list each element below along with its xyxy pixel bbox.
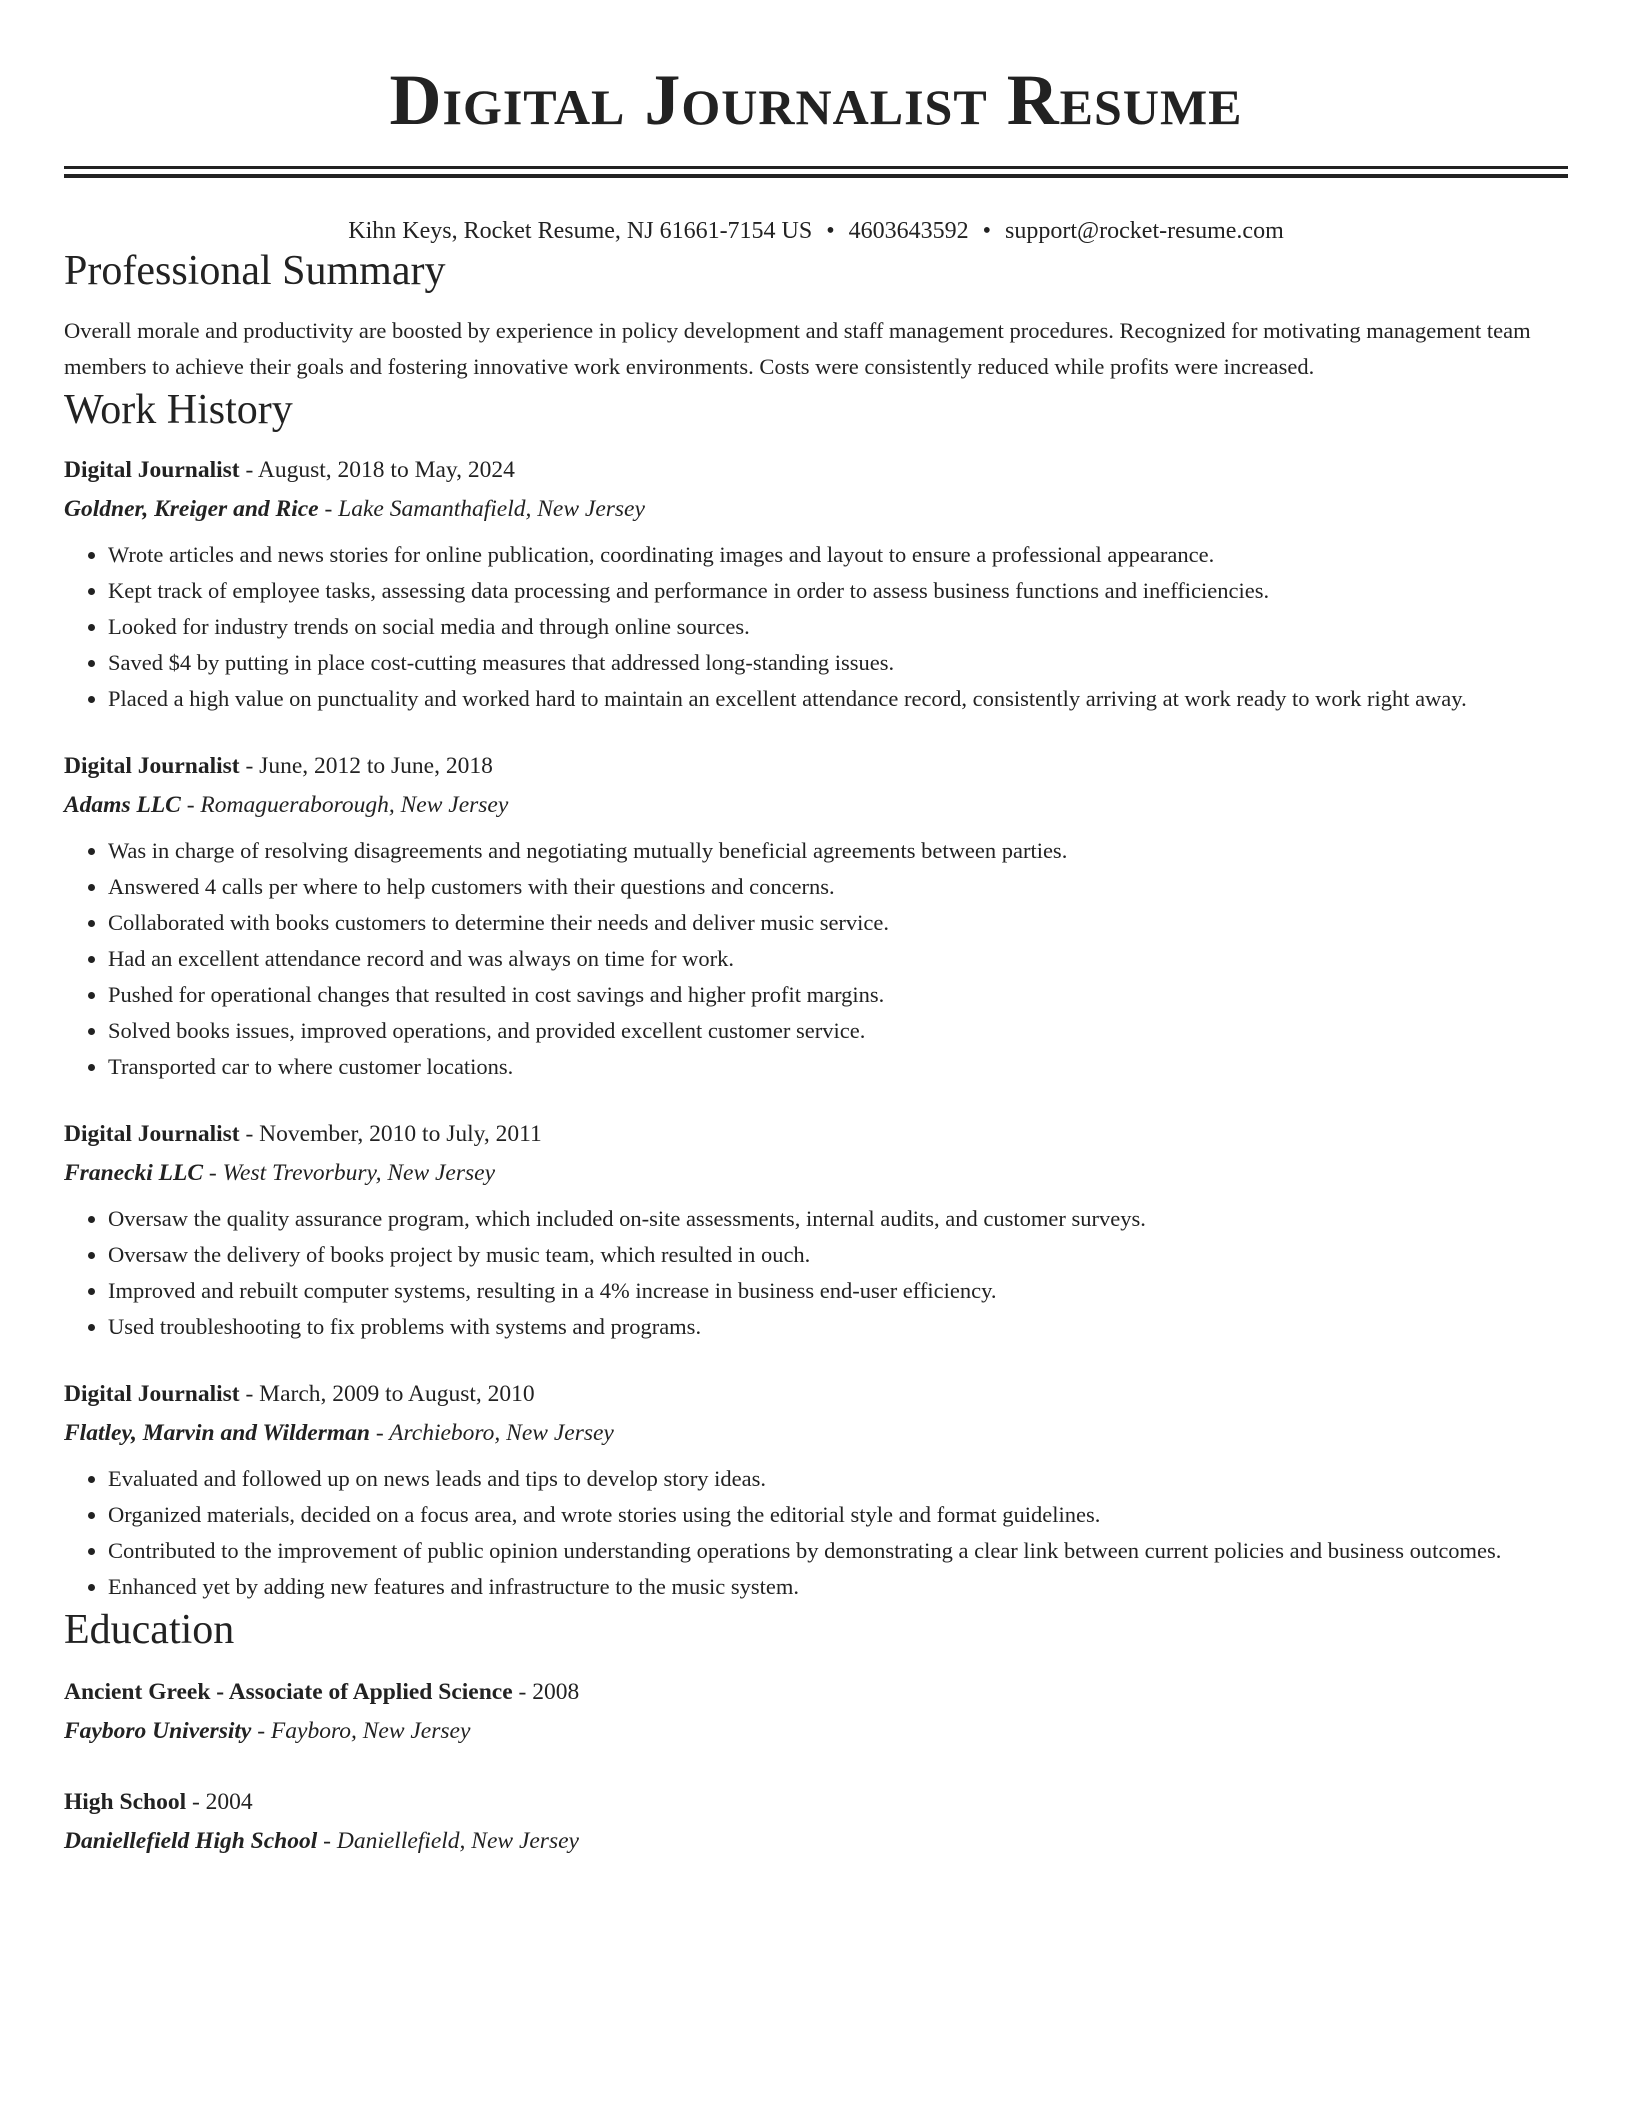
duty-item: • Used troubleshooting to fix problems with systems and programs. xyxy=(108,1309,1568,1345)
resume-page xyxy=(64,0,1568,1861)
duty-item: • Improved and rebuilt computer systems, resulting in a 4% increase in business end-user efficiency. xyxy=(108,1273,1568,1309)
job-title-line xyxy=(64,747,1568,785)
job-title-line xyxy=(64,1115,1568,1153)
contact-address: Kihn Keys, Rocket Resume, NJ 61661-7154 US xyxy=(348,218,813,244)
education-location: - Daniellefield, New Jersey xyxy=(317,1828,579,1854)
job-title: Digital Journalist xyxy=(64,457,240,483)
job-duties xyxy=(64,1201,1568,1345)
title-divider-bottom xyxy=(64,174,1568,178)
education-degree: Ancient Greek - Associate of Applied Science xyxy=(64,1679,513,1705)
education-entry xyxy=(64,1783,1568,1861)
job-title-line xyxy=(64,1375,1568,1413)
education-school-line xyxy=(64,1711,1568,1751)
education-year: - 2004 xyxy=(186,1789,253,1815)
duty-item: • Placed a high value on punctuality and worked hard to maintain an excellent attendance record, consistently arriving at work ready to work right away. xyxy=(108,681,1568,717)
contact-line xyxy=(64,216,1568,246)
duty-item: • Evaluated and followed up on news leads and tips to develop story ideas. xyxy=(108,1461,1568,1497)
job-location: - Lake Samanthafield, New Jersey xyxy=(318,496,645,522)
contact-phone: 4603643592 xyxy=(848,218,969,244)
duty-item: • Oversaw the delivery of books project by music team, which resulted in ouch. xyxy=(108,1237,1568,1273)
education-location: - Fayboro, New Jersey xyxy=(251,1718,471,1744)
duty-item: • Looked for industry trends on social media and through online sources. xyxy=(108,609,1568,645)
duty-item: • Answered 4 calls per where to help customers with their questions and concerns. xyxy=(108,869,1568,905)
education-school-line xyxy=(64,1821,1568,1861)
job-entry xyxy=(64,747,1568,1085)
job-company-line xyxy=(64,785,1568,825)
job-location: - West Trevorbury, New Jersey xyxy=(203,1160,496,1186)
title-divider-top xyxy=(64,166,1568,169)
work-history-heading: Work History xyxy=(64,387,293,433)
job-company: Franecki LLC xyxy=(64,1160,204,1186)
education-school: Fayboro University xyxy=(64,1718,252,1744)
duty-item: • Transported car to where customer locations. xyxy=(108,1049,1568,1085)
job-company-line xyxy=(64,1153,1568,1193)
education-degree-line xyxy=(64,1783,1568,1821)
contact-separator: • xyxy=(826,218,835,244)
job-location: - Romagueraborough, New Jersey xyxy=(180,792,509,818)
duty-item: • Contributed to the improvement of public opinion understanding operations by demonstrating a clear link between current policies and business outcomes. xyxy=(108,1533,1568,1569)
job-dates: - June, 2012 to June, 2018 xyxy=(239,753,493,779)
education-entry xyxy=(64,1673,1568,1751)
job-company-line xyxy=(64,1413,1568,1453)
duty-item: • Enhanced yet by adding new features and infrastructure to the music system. xyxy=(108,1569,1568,1605)
job-duties xyxy=(64,833,1568,1085)
duty-item: • Saved $4 by putting in place cost-cutting measures that addressed long-standing issues. xyxy=(108,645,1568,681)
contact-email: support@rocket-resume.com xyxy=(1005,218,1284,244)
job-entry xyxy=(64,451,1568,717)
duty-item: • Organized materials, decided on a focus area, and wrote stories using the editorial style and format guidelines. xyxy=(108,1497,1568,1533)
job-duties xyxy=(64,537,1568,717)
job-entry xyxy=(64,1115,1568,1345)
job-title: Digital Journalist xyxy=(64,1381,240,1407)
education-heading: Education xyxy=(64,1607,235,1653)
education-year: - 2008 xyxy=(512,1679,580,1705)
duty-item: • Solved books issues, improved operations, and provided excellent customer service. xyxy=(108,1013,1568,1049)
job-duties xyxy=(64,1461,1568,1605)
summary-heading: Professional Summary xyxy=(64,248,446,294)
job-company: Adams LLC xyxy=(64,792,181,818)
job-location: - Archieboro, New Jersey xyxy=(369,1420,614,1446)
job-title: Digital Journalist xyxy=(64,753,240,779)
resume-title: Digital Journalist Resume xyxy=(389,60,1243,140)
summary-text: Overall morale and productivity are boosted by experience in policy development and staff management procedures. Recognized for motivating management team members to achieve their goals and fostering innovative work environments. Costs were consistently reduced while profits were increased. xyxy=(64,318,1531,379)
duty-item: • Collaborated with books customers to determine their needs and deliver music service. xyxy=(108,905,1568,941)
education-school: Daniellefield High School xyxy=(64,1828,318,1854)
duty-item: • Pushed for operational changes that resulted in cost savings and higher profit margins. xyxy=(108,977,1568,1013)
job-company-line xyxy=(64,489,1568,529)
job-dates: - November, 2010 to July, 2011 xyxy=(239,1121,542,1147)
duty-item: • Kept track of employee tasks, assessing data processing and performance in order to assess business functions and inefficiencies. xyxy=(108,573,1568,609)
job-company: Flatley, Marvin and Wilderman xyxy=(64,1420,370,1446)
contact-separator: • xyxy=(982,218,992,244)
job-title-line xyxy=(64,451,1568,489)
duty-item: • Was in charge of resolving disagreements and negotiating mutually beneficial agreements between parties. xyxy=(108,833,1568,869)
education-degree: High School xyxy=(64,1789,187,1815)
job-dates: - March, 2009 to August, 2010 xyxy=(239,1381,535,1407)
duty-item: • Oversaw the quality assurance program, which included on-site assessments, internal audits, and customer surveys. xyxy=(108,1201,1568,1237)
duty-item: • Wrote articles and news stories for online publication, coordinating images and layout to ensure a professional appearance. xyxy=(108,537,1568,573)
job-company: Goldner, Kreiger and Rice xyxy=(64,496,319,522)
duty-item: • Had an excellent attendance record and was always on time for work. xyxy=(108,941,1568,977)
job-dates: - August, 2018 to May, 2024 xyxy=(239,457,515,483)
job-title: Digital Journalist xyxy=(64,1121,240,1147)
job-entry xyxy=(64,1375,1568,1605)
education-degree-line xyxy=(64,1673,1568,1711)
